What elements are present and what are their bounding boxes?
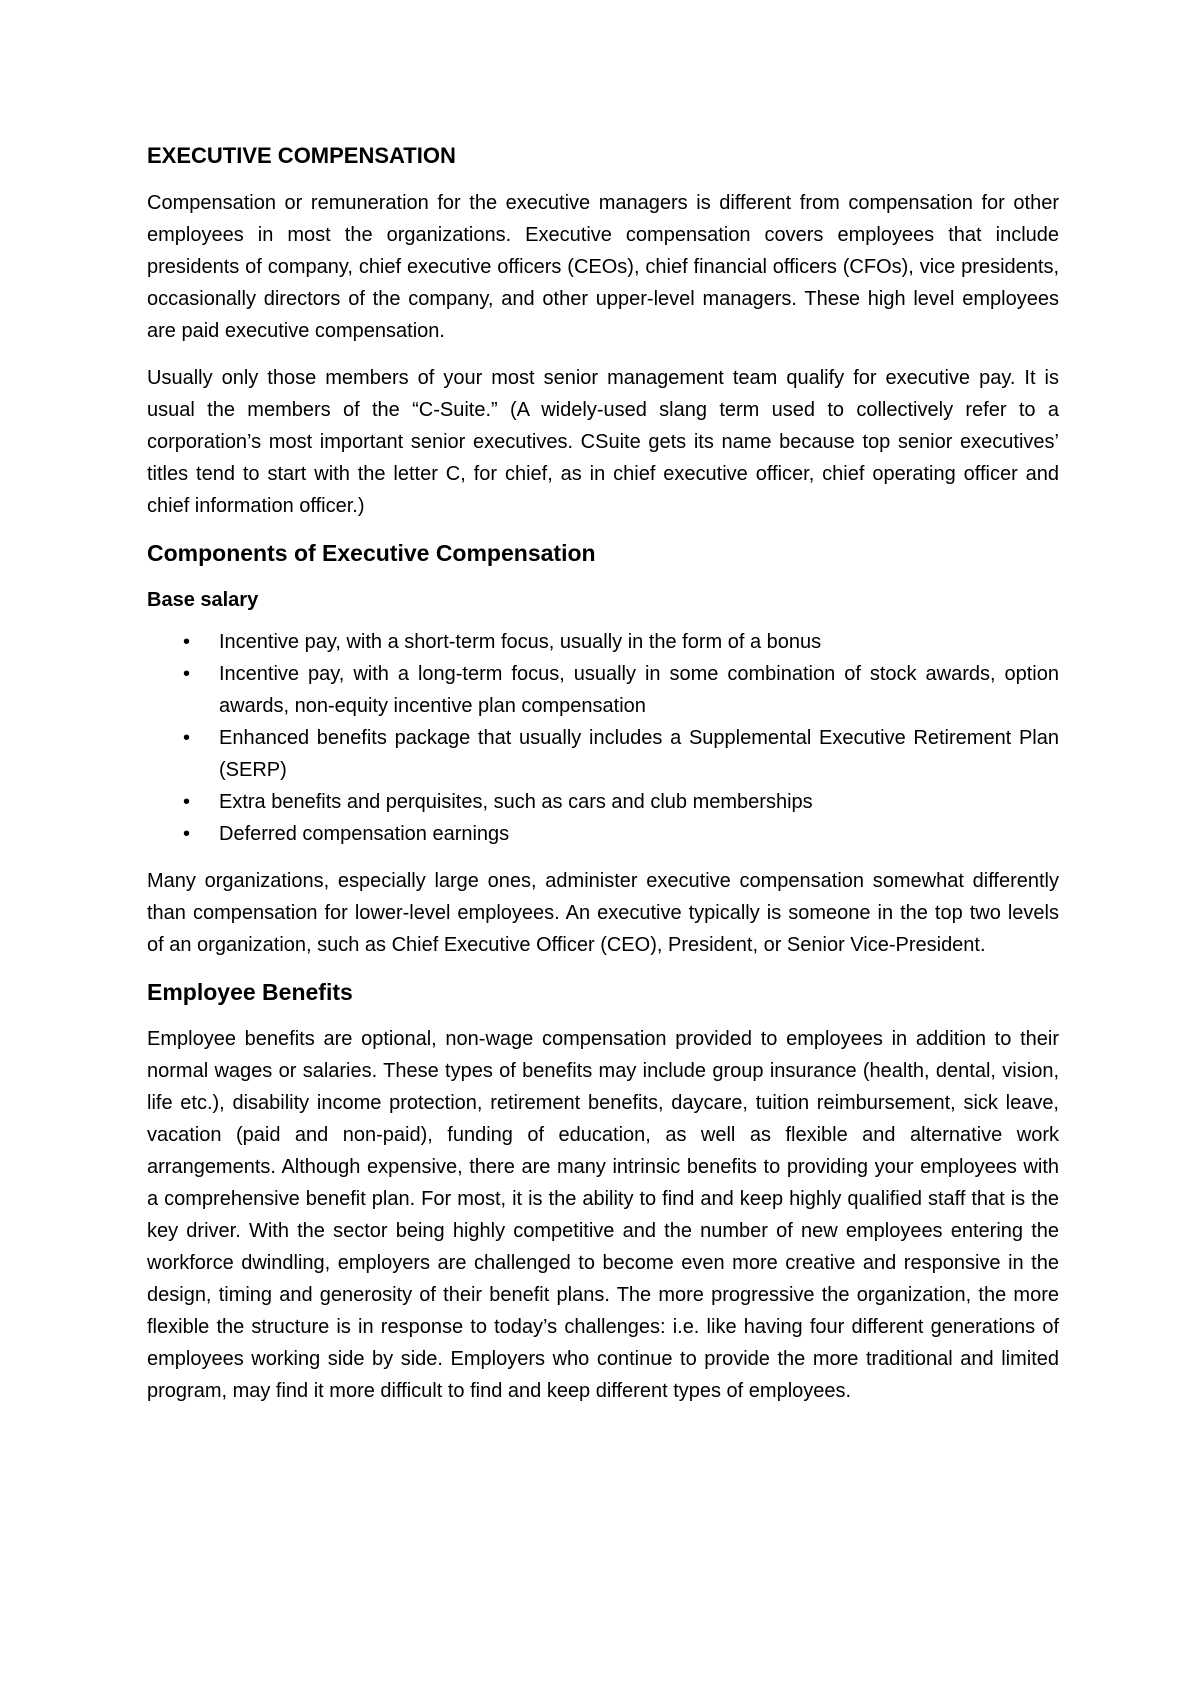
bullet-marker: • — [183, 631, 191, 653]
list-item-text: Deferred compensation earnings — [219, 823, 510, 845]
intro-paragraph-1: Compensation or remuneration for the executive managers is different from compensation for other employees in most the organizations. Executive compensation covers employees that include presidents of company, chief executive officers (CEOs), chief financial officers (CFOs), vice presidents, occasionally directors of the company, and other upper-level managers. These high level employees are paid executive compensation. — [147, 192, 1059, 342]
bullet-marker: • — [183, 791, 191, 813]
list-item — [147, 722, 1059, 786]
components-bullet-list — [147, 626, 1059, 850]
list-item — [147, 786, 1059, 818]
document-title: EXECUTIVE COMPENSATION — [147, 143, 456, 168]
list-item — [147, 658, 1059, 722]
list-item — [147, 626, 1059, 658]
intro-paragraph-2: Usually only those members of your most senior management team qualify for executive pay. It is usual the members of the “C-Suite.” (A widely-used slang term used to collectively refer to a corporation’s most important senior executives. CSuite gets its name because top senior executives’ titles tend to start with the letter C, for chief, as in chief executive officer, chief operating officer and chief information officer.) — [147, 367, 1059, 517]
list-item-text: Incentive pay, with a short-term focus, usually in the form of a bonus — [219, 631, 822, 653]
base-salary-subheading: Base salary — [147, 589, 259, 611]
list-item-text: Extra benefits and perquisites, such as cars and club memberships — [219, 791, 813, 813]
bullet-marker: • — [183, 727, 191, 749]
bullet-marker: • — [183, 823, 191, 845]
document-body — [147, 140, 1059, 1422]
employee-benefits-paragraph: Employee benefits are optional, non-wage compensation provided to employees in addition to their normal wages or salaries. These types of benefits may include group insurance (health, dental, vision, life etc.), disability income protection, retirement benefits, daycare, tuition reimbursement, sick leave, vacation (paid and non-paid), funding of education, as well as flexible and alternative work arrangements. Although expensive, there are many intrinsic benefits to providing your employees with a comprehensive benefit plan. For most, it is the ability to find and keep highly qualified staff that is the key driver. With the sector being highly competitive and the number of new employees entering the workforce dwindling, employers are challenged to become even more creative and responsive in the design, timing and generosity of their benefit plans. The more progressive the organization, the more flexible the structure is in response to today’s challenges: i.e. like having four different generations of employees working side by side. Employers who continue to provide the more traditional and limited program, may find it more difficult to find and keep different types of employees. — [147, 1028, 1059, 1402]
components-closing-paragraph: Many organizations, especially large ones, administer executive compensation somewhat differently than compensation for lower-level employees. An executive typically is someone in the top two levels of an organization, such as Chief Executive Officer (CEO), President, or Senior Vice-President. — [147, 870, 1059, 956]
employee-benefits-heading: Employee Benefits — [147, 979, 353, 1005]
list-item-text: Enhanced benefits package that usually includes a Supplemental Executive Retirement Plan (SERP) — [219, 727, 1059, 781]
components-heading: Components of Executive Compensation — [147, 540, 596, 566]
bullet-marker: • — [183, 663, 191, 685]
list-item-text: Incentive pay, with a long-term focus, usually in some combination of stock awards, option awards, non-equity incentive plan compensation — [219, 663, 1059, 717]
list-item — [147, 818, 1059, 850]
